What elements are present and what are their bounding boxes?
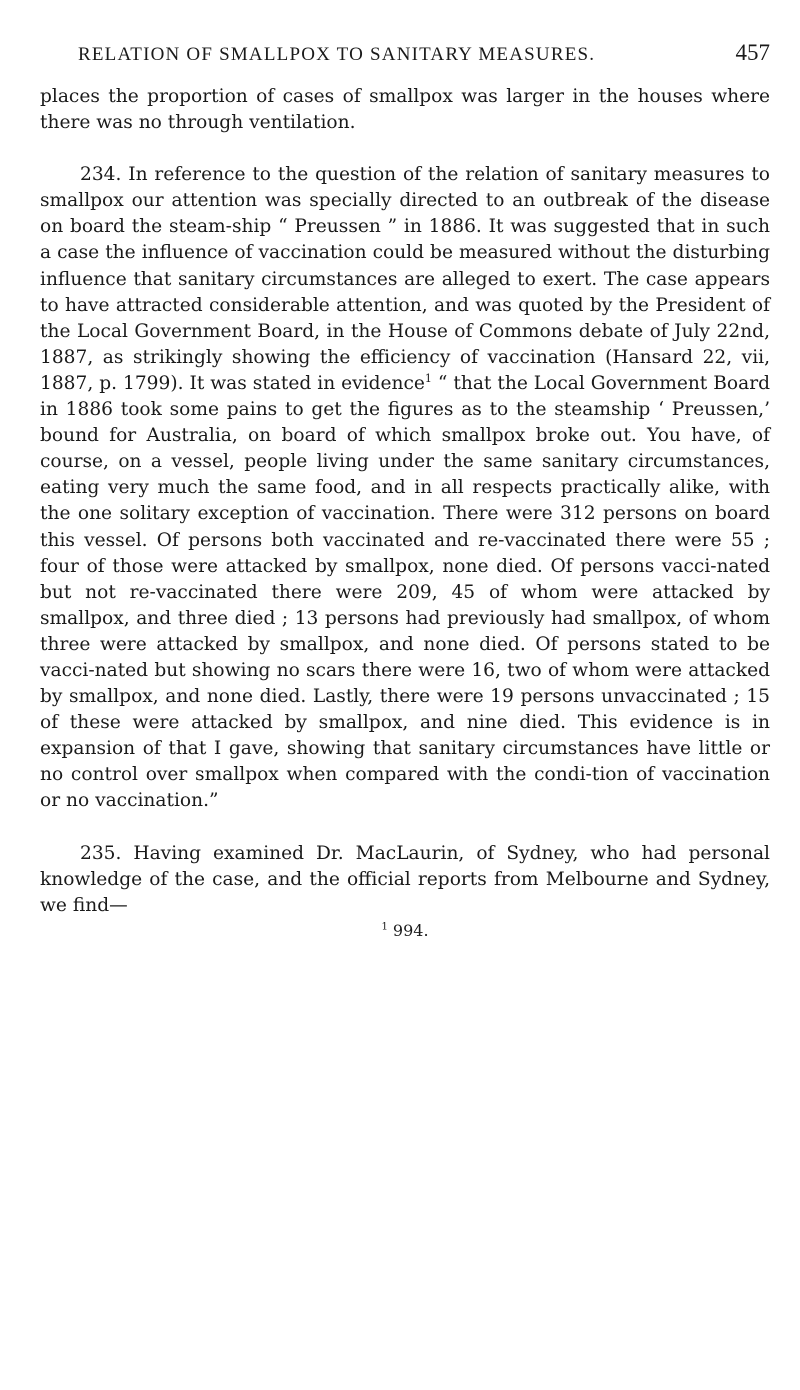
paragraph-234-text-a: 234. In reference to the question of the relation of sanitary measures to smallpox our attention was specially directed to an outbreak of the disease on board the steam-ship “ Preussen ” in 1886. It was suggested that in such a case the influence of vaccination could be measured without the disturbing influence that sanitary circumstances are alleged to exert. The case appears to have attracted considerable attention, and was quoted by the President of the Local Government Board, in the House of Commons debate of July 22nd, 1887, as strikingly showing the efficiency of vaccination (Hansard 22, vii, 1887, p. 1799). It was stated in evidence: [40, 164, 770, 394]
running-title: RELATION OF SMALLPOX TO SANITARY MEASURES.: [78, 44, 596, 65]
footnote-reference: 1: [424, 371, 432, 385]
page-number: 457: [735, 40, 770, 65]
footnote-marker: 1: [381, 921, 388, 933]
paragraph-continuation: places the proportion of cases of smallpox was larger in the houses where there was no through ventilation.: [40, 86, 770, 134]
paragraph-234-text-b: “ that the Local Government Board in 1886 took some pains to get the figures as to the steamship ‘ Preussen,’ bound for Australia, on board of which smallpox broke out. You have, of course, on a vessel, people living under the same sanitary circumstances, eating very much the same food, and in all respects practically alike, with the one solitary exception of vaccination. There were 312 persons on board this vessel. Of persons both vaccinated and re-vaccinated there were 55 ; four of those were attacked by smallpox, none died. Of persons vacci-nated but not re-vaccinated there were 209, 45 of whom were attacked by smallpox, and three died ; 13 persons had previously had smallpox, of whom three were attacked by smallpox, and none died. Of persons stated to be vacci-nated but showing no scars there were 16, two of whom were attacked by smallpox, and none died. Lastly, there were 19 persons unvaccinated ; 15 of these were attacked by smallpox, and nine died. This evidence is in expansion of that I gave, showing that sanitary circumstances have little or no control over smallpox when compared with the condi-tion of vaccination or no vaccination.”: [40, 372, 770, 812]
paragraph-235: 235. Having examined Dr. MacLaurin, of Sydney, who had personal knowledge of the case, and the official reports from Melbourne and Sydney, we find—: [40, 842, 770, 916]
page-content: [40, 40, 770, 940]
footnote: [40, 921, 770, 940]
footnote-text: 994.: [392, 920, 429, 940]
paragraph-234: [40, 162, 770, 814]
running-header: [78, 40, 770, 66]
